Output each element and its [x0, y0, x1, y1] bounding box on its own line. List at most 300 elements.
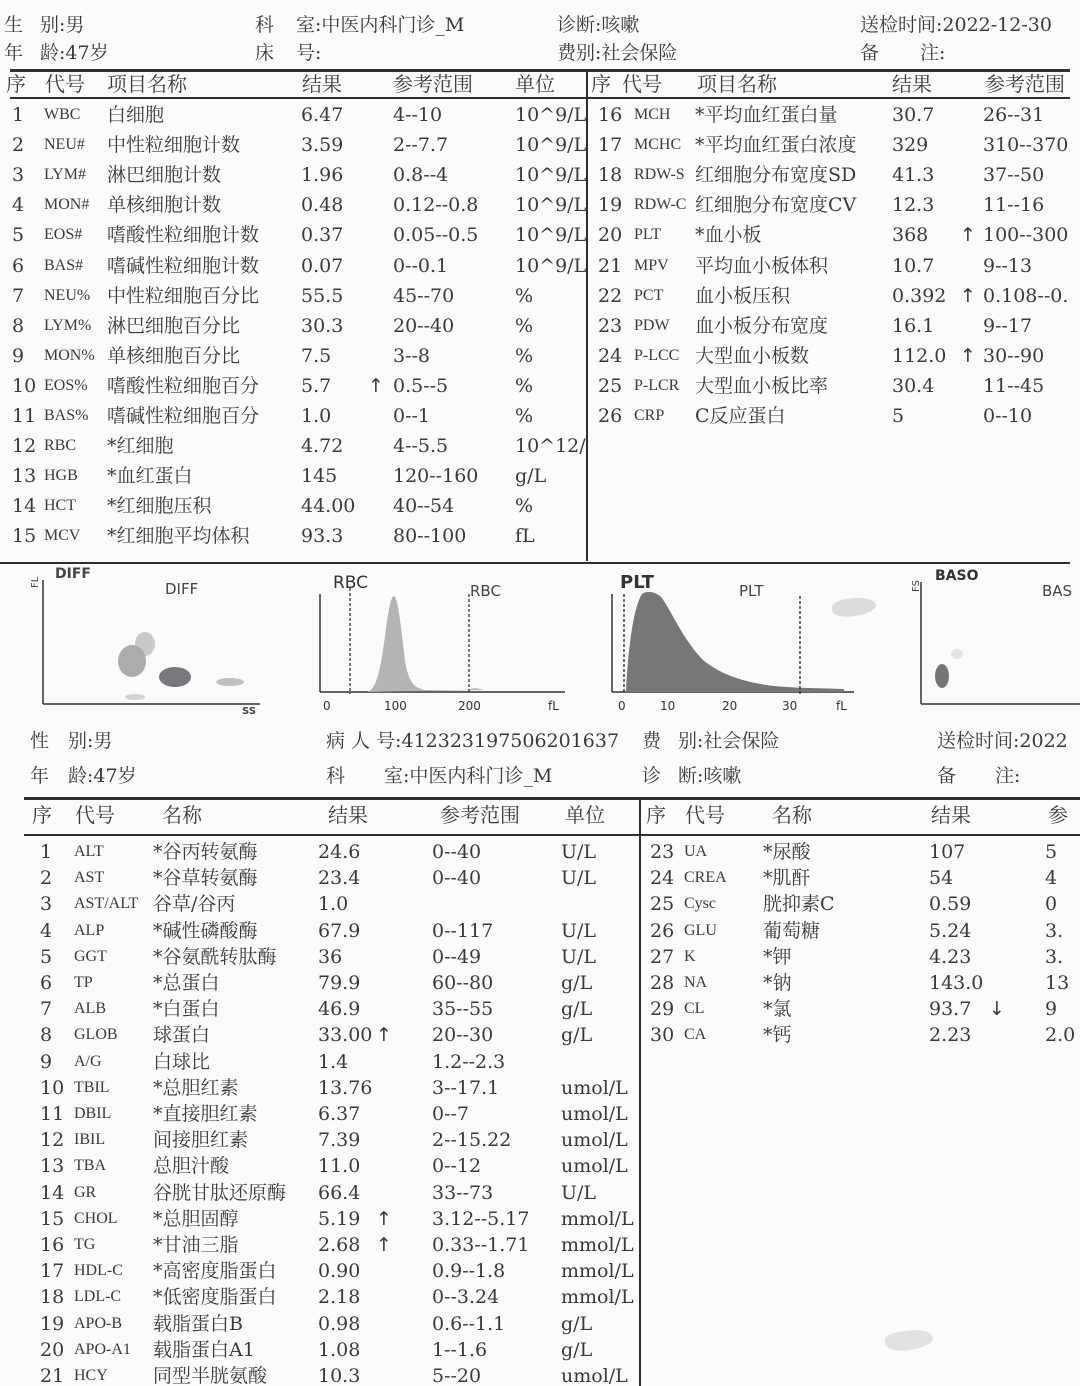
cell-result: 112.0: [892, 344, 947, 367]
fee-field: 别:社会保险: [678, 730, 780, 752]
cell-result: 55.5: [301, 284, 344, 307]
patient-no-field: 病 人 号:412323197506201637: [326, 730, 620, 752]
send-time-field: 送检时间:2022: [937, 730, 1068, 752]
cell-unit: 10^9/L: [515, 224, 587, 247]
col-result: 结果: [931, 803, 971, 827]
cell-no: 7: [12, 284, 25, 307]
cell-no: 18: [40, 1286, 65, 1309]
col-unit: 单位: [515, 72, 555, 96]
gender-field: 别:男: [40, 14, 85, 36]
cell-name: *谷丙转氨酶: [153, 841, 258, 863]
cell-range: 9: [1045, 998, 1058, 1021]
cell-range: 30--90: [983, 344, 1045, 367]
cell-range: 100--300: [983, 224, 1069, 247]
col-code: 代号: [685, 803, 725, 827]
cell-unit: 10^12/: [515, 435, 586, 458]
plt-title: PLT: [620, 572, 654, 593]
cell-result: 0.59: [929, 893, 972, 916]
cell-code: AST: [74, 869, 105, 887]
cell-no: 20: [40, 1338, 65, 1361]
fee-type-field: 费别:社会保险: [557, 42, 678, 64]
cell-result: 16.1: [892, 314, 935, 337]
cell-code: HCY: [74, 1367, 108, 1384]
cell-result: 66.4: [318, 1181, 361, 1204]
cell-range: 0--40: [432, 841, 482, 863]
cell-result: 5: [892, 405, 905, 427]
col-unit: 单位: [565, 803, 605, 827]
cell-result: 93.3: [301, 525, 344, 548]
remark-field: 注:: [995, 765, 1021, 787]
cell-code: TBA: [74, 1157, 106, 1175]
cell-code: APO-B: [74, 1314, 123, 1332]
cell-unit: umol/L: [561, 1365, 628, 1386]
cell-result: 1.08: [318, 1338, 361, 1361]
cell-code: PDW: [634, 316, 670, 334]
col-code: 代号: [75, 803, 115, 827]
cell-no: 23: [598, 314, 623, 337]
cell-no: 21: [40, 1365, 65, 1386]
rbc-histogram: [315, 566, 580, 716]
cell-range: 0--0.1: [393, 254, 449, 277]
cell-name: 胱抑素C: [763, 893, 835, 916]
rbc-tick-200: 200: [458, 699, 481, 713]
cell-code: MPV: [634, 256, 669, 274]
table-row: [0, 253, 1080, 283]
cell-name: *尿酸: [763, 841, 811, 863]
table-row: [0, 222, 1080, 252]
cell-name: *红细胞: [107, 435, 174, 458]
cell-code: CA: [684, 1026, 707, 1044]
cell-range: 5: [1045, 841, 1058, 863]
cell-name: *低密度脂蛋白: [153, 1286, 277, 1309]
cell-name: 中性粒细胞计数: [107, 134, 241, 157]
cell-range: 80--100: [393, 525, 467, 548]
cell-result: 143.0: [929, 972, 984, 994]
cell-no: 28: [650, 972, 675, 994]
cell-no: 4: [40, 919, 53, 942]
baso-y-axis: FS: [911, 580, 922, 592]
cell-code: GLOB: [74, 1026, 118, 1044]
cell-no: 8: [40, 1024, 53, 1047]
diff-y-axis: FL: [30, 576, 41, 588]
table-row: [0, 403, 1080, 433]
cell-no: 14: [40, 1181, 65, 1204]
cell-name: *高密度脂蛋白: [153, 1260, 277, 1283]
cell-result: 79.9: [318, 972, 361, 994]
cell-result: 44.00: [301, 495, 356, 518]
table-row: [0, 1022, 1080, 1052]
baso-scatterplot: [905, 566, 1080, 711]
table2-header-rule: [24, 834, 1080, 836]
cell-result: 33.00: [318, 1024, 373, 1047]
cell-no: 12: [40, 1129, 65, 1152]
cell-code: K: [684, 947, 696, 965]
table-row: [0, 102, 1080, 132]
cell-no: 1: [40, 841, 53, 863]
cell-no: 18: [598, 164, 623, 187]
cell-range: 1.2--2.3: [432, 1050, 506, 1073]
cell-no: 16: [598, 104, 623, 126]
age-label: 年: [30, 765, 50, 787]
cell-no: 26: [650, 919, 675, 942]
dept-label: 科: [255, 14, 275, 36]
col-name: 项目名称: [107, 72, 187, 96]
cell-name: 血小板压积: [695, 284, 791, 307]
cell-range: 0--40: [432, 867, 482, 890]
plt-label: PLT: [739, 582, 764, 600]
cell-result: 4.23: [929, 945, 972, 968]
diff-scatterplot: [20, 564, 300, 714]
cell-name: 嗜碱性粒细胞百分: [107, 405, 260, 427]
cell-no: 4: [12, 194, 25, 217]
cell-name: *红细胞压积: [107, 495, 212, 518]
table-row: [0, 433, 1080, 463]
cell-no: 30: [650, 1024, 675, 1047]
cell-name: *钙: [763, 1024, 792, 1047]
col-range: 参考范围: [393, 72, 473, 96]
cell-unit: U/L: [561, 945, 597, 968]
cell-code: APO-A1: [74, 1340, 131, 1358]
cell-unit: U/L: [561, 1181, 597, 1204]
cell-code: ALT: [74, 843, 104, 860]
cell-code: WBC: [44, 106, 81, 123]
cell-range: 35--55: [432, 998, 494, 1021]
table-row: [0, 283, 1080, 313]
cell-name: *总蛋白: [153, 972, 220, 994]
cell-unit: U/L: [561, 867, 597, 890]
cell-code: P-LCR: [634, 376, 680, 394]
cell-name: 嗜酸性粒细胞百分: [107, 374, 260, 397]
cell-name: 总胆汁酸: [153, 1155, 230, 1178]
cell-code: GGT: [74, 947, 107, 965]
cell-range: 0--49: [432, 945, 482, 968]
col-no: 序: [32, 803, 52, 827]
col-range: 参考范围: [985, 72, 1065, 96]
cell-code: MON%: [44, 346, 95, 364]
plt-tick-30: 30: [782, 699, 798, 713]
cell-range: 20--40: [393, 314, 455, 337]
cell-name: *平均血红蛋白浓度: [695, 134, 857, 157]
cell-name: 载脂蛋白B: [153, 1312, 243, 1335]
cell-name: 血小板分布宽度: [695, 314, 829, 337]
cell-range: 2--7.7: [393, 134, 449, 157]
cell-code: PCT: [634, 286, 664, 304]
cell-range: 0.33--1.71: [432, 1234, 530, 1256]
cell-range: 2.0: [1045, 1024, 1076, 1047]
cell-code: MCHC: [634, 136, 682, 154]
cell-code: MON#: [44, 196, 90, 214]
cell-range: 2--15.22: [432, 1129, 512, 1152]
gender-prefix: 生: [4, 14, 24, 36]
cell-name: *肌酐: [763, 867, 811, 890]
cell-unit: g/L: [561, 1312, 593, 1335]
rbc-label: RBC: [470, 582, 501, 600]
cell-range: 0--10: [983, 405, 1033, 427]
cell-no: 26: [598, 405, 623, 427]
cell-unit: U/L: [561, 919, 597, 942]
cell-name: *平均血红蛋白量: [695, 104, 838, 126]
cell-code: PLT: [634, 226, 661, 244]
cell-result: 0.392: [892, 284, 947, 307]
col-code: 代号: [622, 72, 662, 96]
cell-result: 6.37: [318, 1103, 361, 1125]
col-code: 代号: [45, 72, 85, 96]
cell-range: 120--160: [393, 465, 479, 488]
cell-unit: g/L: [515, 465, 547, 488]
cell-result: 0.98: [318, 1312, 361, 1335]
cell-no: 3: [12, 164, 25, 187]
cell-unit: 10^9/L: [515, 194, 587, 217]
age-field: 龄:47岁: [40, 42, 109, 64]
cell-range: 45--70: [393, 284, 455, 307]
table-row: [0, 162, 1080, 192]
cell-name: *红细胞平均体积: [107, 525, 250, 548]
diff-x-axis: SS: [242, 706, 256, 714]
cell-no: 15: [40, 1207, 65, 1230]
cell-result: 6.47: [301, 104, 344, 126]
cell-name: *总胆固醇: [153, 1207, 239, 1230]
cell-unit: U/L: [561, 841, 597, 863]
bed-label: 床: [255, 42, 275, 64]
cell-unit: %: [515, 344, 534, 367]
cell-name: 球蛋白: [153, 1024, 211, 1047]
cell-range: 3--8: [393, 344, 431, 367]
cell-range: 0.5--5: [393, 374, 449, 397]
cell-range: 0--12: [432, 1155, 482, 1178]
cell-result: 5.24: [929, 919, 972, 942]
cell-name: 大型血小板比率: [695, 374, 829, 397]
col-no: 序: [646, 803, 666, 827]
cell-range: 4: [1045, 867, 1058, 890]
plt-tick-0: 0: [618, 699, 626, 713]
cell-code: ALB: [74, 1000, 106, 1018]
cell-name: 单核细胞计数: [107, 194, 222, 217]
cell-code: EOS#: [44, 226, 83, 244]
cell-unit: g/L: [561, 1024, 593, 1047]
cell-range: 11--45: [983, 374, 1045, 397]
cell-unit: g/L: [561, 972, 593, 994]
cell-name: 白球比: [153, 1050, 211, 1073]
cell-result: 0.90: [318, 1260, 361, 1283]
cell-range: 0--3.24: [432, 1286, 500, 1309]
table1-header-rule: [10, 97, 1070, 99]
cell-name: 谷胱甘肽还原酶: [153, 1181, 287, 1204]
cell-code: LYM#: [44, 166, 86, 184]
cell-code: TP: [74, 974, 93, 991]
diff-label: DIFF: [165, 580, 199, 598]
cell-code: BAS#: [44, 256, 84, 274]
cell-unit: mmol/L: [561, 1234, 634, 1256]
cell-result: 41.3: [892, 164, 935, 187]
table-row: [0, 343, 1080, 373]
cell-name: 谷草/谷丙: [153, 893, 236, 916]
cell-flag: ↑: [960, 344, 976, 367]
dept-label: 科: [326, 765, 346, 787]
cell-result: 1.96: [301, 164, 344, 187]
fee-label: 费: [642, 730, 662, 752]
cell-no: 20: [598, 224, 623, 247]
cell-unit: g/L: [561, 998, 593, 1021]
cell-name: 单核细胞百分比: [107, 344, 241, 367]
cell-result: 0.48: [301, 194, 344, 217]
cell-flag: ↑: [376, 1207, 392, 1230]
cell-result: 368: [892, 224, 929, 247]
bed-field: 号:: [296, 42, 322, 64]
cell-code: CL: [684, 1000, 705, 1018]
table2-top-rule: [24, 797, 1080, 800]
cell-flag: ↑: [368, 374, 384, 397]
cell-result: 30.7: [892, 104, 935, 126]
cell-code: DBIL: [74, 1105, 112, 1122]
cell-code: TG: [74, 1236, 96, 1253]
cell-no: 24: [598, 344, 623, 367]
remark-label: 备: [860, 42, 880, 64]
cell-name: 淋巴细胞计数: [107, 164, 222, 187]
cell-name: 嗜碱性粒细胞计数: [107, 254, 260, 277]
cell-result: 2.18: [318, 1286, 361, 1309]
cell-range: 40--54: [393, 495, 455, 518]
cell-range: 26--31: [983, 104, 1045, 126]
cell-result: 3.59: [301, 134, 344, 157]
cell-range: 9--13: [983, 254, 1033, 277]
cell-range: 0.8--4: [393, 164, 449, 187]
table-row: [0, 1363, 1080, 1386]
cell-result: 1.4: [318, 1050, 349, 1073]
cell-code: NA: [684, 974, 708, 991]
table-row: [0, 313, 1080, 343]
cell-code: BAS%: [44, 407, 89, 424]
cell-no: 25: [650, 893, 675, 916]
cell-code: LYM%: [44, 316, 92, 334]
table-row: [0, 493, 1080, 523]
cell-range: 0: [1045, 893, 1058, 916]
col-range: 参: [1048, 803, 1068, 827]
cell-result: 5.7: [301, 374, 332, 397]
cell-code: RDW-S: [634, 166, 685, 184]
cell-no: 23: [650, 841, 675, 863]
cell-no: 19: [598, 194, 623, 217]
cell-unit: %: [515, 495, 534, 518]
cell-name: 红细胞分布宽度CV: [695, 194, 857, 217]
cell-result: 13.76: [318, 1076, 373, 1099]
cell-no: 11: [12, 405, 37, 427]
dept-field: 室:中医内科门诊_M: [384, 765, 553, 787]
cell-no: 13: [40, 1155, 65, 1178]
cell-unit: %: [515, 284, 534, 307]
cell-no: 27: [650, 945, 675, 968]
cell-range: 0.6--1.1: [432, 1312, 506, 1335]
cell-result: 145: [301, 465, 338, 488]
rbc-tick-unit: fL: [548, 699, 559, 713]
cell-name: *直接胆红素: [153, 1103, 258, 1125]
cell-unit: %: [515, 374, 534, 397]
cell-code: MCH: [634, 106, 671, 123]
cell-code: ALP: [74, 921, 105, 939]
cell-result: 30.3: [301, 314, 344, 337]
cell-name: *血红蛋白: [107, 465, 193, 488]
cell-result: 93.7: [929, 998, 972, 1021]
cell-result: 30.4: [892, 374, 935, 397]
cell-unit: mmol/L: [561, 1286, 634, 1309]
cell-name: 淋巴细胞百分比: [107, 314, 241, 337]
table-row: [0, 132, 1080, 162]
cell-code: HGB: [44, 467, 78, 485]
cell-name: *甘油三脂: [153, 1234, 239, 1256]
col-no: 序: [6, 72, 26, 96]
cell-result: 67.9: [318, 919, 361, 942]
gender-label: 性: [30, 730, 50, 752]
cell-result: 2.23: [929, 1024, 972, 1047]
col-name: 名称: [772, 803, 812, 827]
cell-range: 3--17.1: [432, 1076, 500, 1099]
age-field: 龄:47岁: [68, 765, 137, 787]
cell-result: 10.3: [318, 1365, 361, 1386]
cell-unit: umol/L: [561, 1155, 628, 1178]
cell-unit: 10^9/L: [515, 104, 587, 126]
cell-result: 1.0: [301, 405, 332, 427]
cell-result: 0.37: [301, 224, 344, 247]
cell-unit: 10^9/L: [515, 134, 587, 157]
cell-range: 11--16: [983, 194, 1045, 217]
cell-no: 12: [12, 435, 37, 458]
table-row: [0, 192, 1080, 222]
cell-range: 20--30: [432, 1024, 494, 1047]
cell-name: *谷氨酰转肽酶: [153, 945, 277, 968]
cell-range: 9--17: [983, 314, 1033, 337]
cell-range: 4--10: [393, 104, 443, 126]
rbc-tick-100: 100: [384, 699, 407, 713]
cell-unit: mmol/L: [561, 1260, 634, 1283]
cell-result: 7.39: [318, 1129, 361, 1152]
cell-range: 4--5.5: [393, 435, 449, 458]
cell-no: 7: [40, 998, 53, 1021]
cell-result: 0.07: [301, 254, 344, 277]
cell-name: *氯: [763, 998, 792, 1021]
remark-field: 注:: [920, 42, 946, 64]
table-row: [0, 523, 1080, 553]
cell-no: 19: [40, 1312, 65, 1335]
cell-name: *钾: [763, 945, 792, 968]
baso-label: BAS: [1042, 582, 1073, 600]
cell-no: 2: [40, 867, 53, 890]
cell-result: 46.9: [318, 998, 361, 1021]
cell-range: 0--7: [432, 1103, 470, 1125]
cell-name: *谷草转氨酶: [153, 867, 258, 890]
cell-no: 16: [40, 1234, 65, 1256]
cell-range: 0.108--0.: [983, 284, 1069, 307]
rbc-title: RBC: [333, 573, 369, 593]
cell-code: Cysc: [684, 895, 716, 913]
cell-result: 54: [929, 867, 954, 890]
cell-result: 5.19: [318, 1207, 361, 1230]
cell-result: 36: [318, 945, 343, 968]
dept-field: 室:中医内科门诊_M: [296, 14, 465, 36]
cell-code: HCT: [44, 497, 76, 515]
cell-result: 2.68: [318, 1234, 361, 1256]
cell-no: 5: [12, 224, 25, 247]
col-name: 名称: [162, 803, 202, 827]
diff-title: DIFF: [55, 566, 91, 582]
cell-no: 9: [12, 344, 25, 367]
cell-no: 2: [12, 134, 25, 157]
cell-code: CHOL: [74, 1209, 118, 1227]
baso-title: BASO: [935, 568, 979, 584]
plt-tick-unit: fL: [836, 699, 847, 713]
cell-range: 60--80: [432, 972, 494, 994]
cell-code: EOS%: [44, 376, 88, 394]
cell-no: 10: [12, 374, 37, 397]
cell-code: TBIL: [74, 1078, 110, 1096]
